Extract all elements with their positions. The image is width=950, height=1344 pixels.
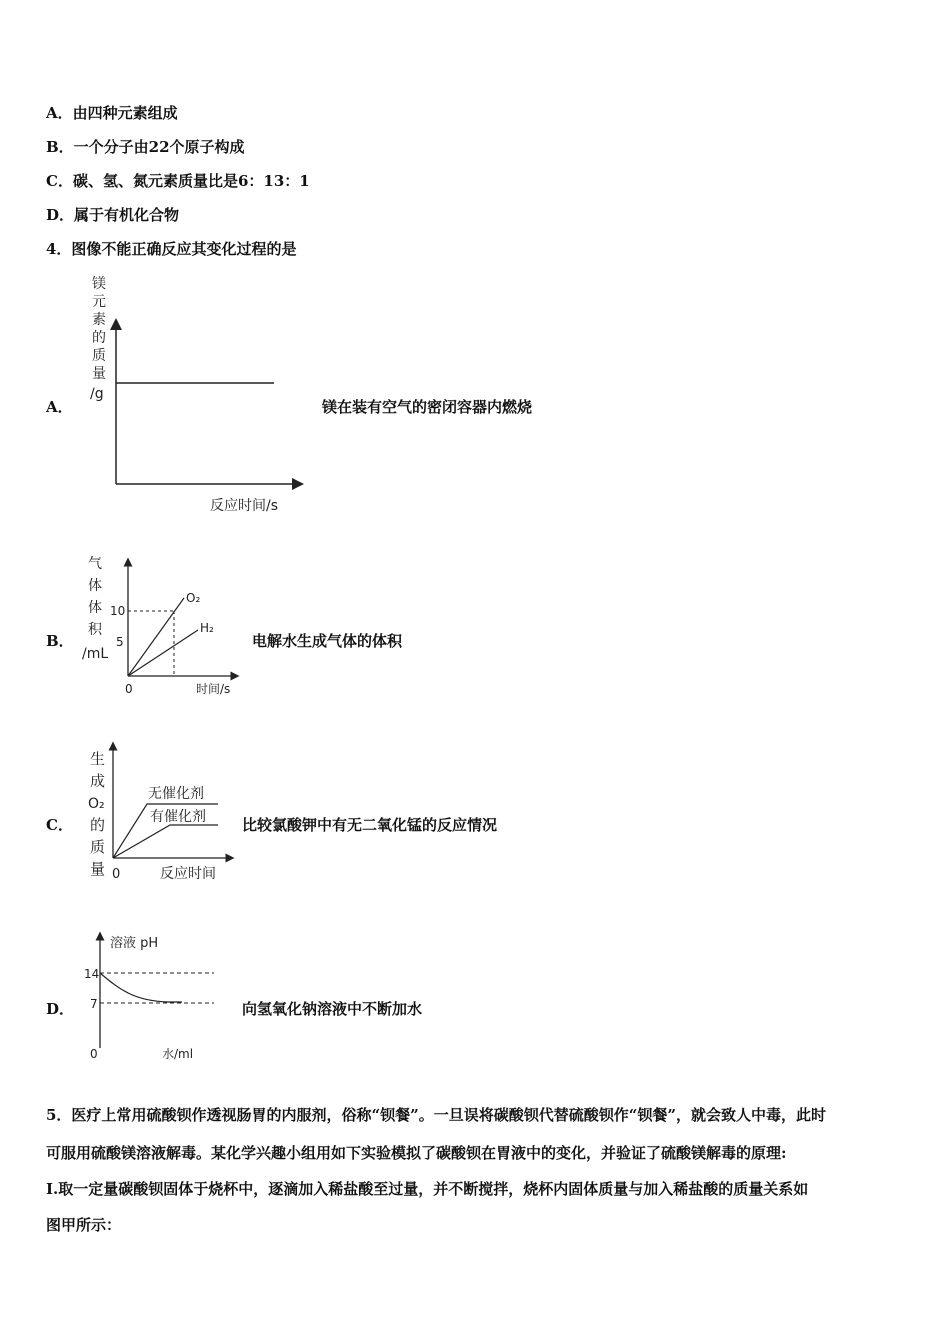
chart-a-ylabel (90, 276, 106, 402)
chart-c-ylabel-char: O₂ (88, 796, 105, 812)
chart-b-series-h2 (128, 630, 198, 676)
chart-b-series-label-h2: H₂ (200, 621, 214, 635)
q4-option-d-letter: D． (46, 1000, 75, 1018)
q4-option-b-caption: 电解水生成气体的体积 (252, 632, 403, 650)
chart-d-series-curve (100, 973, 182, 1002)
option-c: C．碳、氢、氮元素质量比是6：13：1 (46, 172, 310, 190)
chart-b-ylabel-char: 气 (88, 556, 102, 572)
chart-a-xlabel: 反应时间/s (210, 498, 279, 514)
chart-b-ylabel-char: 体 (88, 600, 102, 616)
question-5-line-2: 可服用硫酸镁溶液解毒。某化学兴趣小组用如下实验模拟了碳酸钡在胃液中的变化，并验证了硫酸镁解毒的原理: (46, 1144, 787, 1162)
chart-b (80, 548, 260, 698)
chart-b-ylabel-char: 体 (88, 578, 102, 594)
chart-d-tick-7: 7 (90, 997, 98, 1011)
chart-c-ylabel-char: 成 (90, 772, 106, 790)
chart-a-ylabel-char: 素 (92, 312, 106, 328)
chart-b-origin: 0 (125, 682, 133, 696)
chart-b-ylabel (82, 556, 108, 662)
chart-c-ylabel (88, 750, 105, 878)
chart-c-series-label-catalyst: 有催化剂 (150, 809, 206, 825)
chart-a-ylabel-char: 量 (92, 366, 106, 382)
question-5-line-4: 图甲所示： (46, 1216, 122, 1234)
chart-b-ylabel-char: 积 (88, 622, 102, 638)
chart-c-series-label-no-catalyst: 无催化剂 (148, 786, 204, 802)
q4-option-a-caption: 镁在装有空气的密闭容器内燃烧 (322, 398, 533, 416)
q4-option-c-letter: C． (46, 816, 73, 834)
q4-option-d-caption: 向氢氧化钠溶液中不断加水 (242, 1000, 423, 1018)
question-4-stem: 4．图像不能正确反应其变化过程的是 (46, 240, 297, 258)
chart-b-tick-10: 10 (110, 604, 126, 618)
q4-option-a-letter: A． (46, 398, 73, 416)
chart-d-ylabel: 溶液 pH (110, 936, 159, 951)
chart-b-ylabel-char: /mL (82, 646, 109, 662)
chart-c-ylabel-char: 生 (90, 750, 106, 768)
chart-b-tick-5: 5 (116, 635, 124, 649)
chart-a (80, 272, 320, 522)
chart-d (80, 928, 230, 1068)
chart-c-ylabel-char: 的 (90, 816, 106, 834)
question-5-line-1: 5．医疗上常用硫酸钡作透视肠胃的内服剂，俗称“钡餐”。一旦误将碳酸钡代替硫酸钡作“钡餐”，就会致人中毒，此时 (46, 1106, 826, 1124)
chart-a-ylabel-char: 镁 (92, 276, 106, 292)
chart-a-ylabel-char: 质 (92, 348, 106, 364)
chart-c-series-catalyst (113, 825, 218, 858)
q4-option-b-letter: B． (46, 632, 74, 650)
chart-a-ylabel-char: /g (90, 386, 104, 402)
q4-option-c-caption: 比较氯酸钾中有无二氧化锰的反应情况 (242, 816, 498, 834)
chart-c-xlabel: 反应时间 (160, 866, 216, 882)
chart-b-series-label-o2: O₂ (186, 591, 201, 605)
chart-a-ylabel-char: 元 (92, 294, 106, 310)
chart-d-tick-14: 14 (84, 967, 100, 981)
question-5-line-3: I.取一定量碳酸钡固体于烧杯中，逐滴加入稀盐酸至过量，并不断搅拌，烧杯内固体质量与加入稀盐酸的质量关系如 (46, 1180, 809, 1198)
chart-c (80, 736, 250, 886)
option-d: D．属于有机化合物 (46, 206, 180, 224)
option-b: B．一个分子由22个原子构成 (46, 138, 245, 156)
chart-c-origin: 0 (112, 867, 121, 882)
chart-a-ylabel-char: 的 (92, 330, 106, 346)
chart-c-ylabel-char: 质 (90, 838, 106, 856)
chart-b-xlabel: 时间/s (196, 682, 231, 696)
chart-d-xlabel: 水/ml (162, 1047, 194, 1061)
chart-d-origin: 0 (90, 1047, 98, 1061)
chart-b-series-o2 (128, 598, 184, 676)
option-a: A．由四种元素组成 (46, 104, 178, 122)
chart-c-ylabel-char: 量 (90, 860, 106, 878)
